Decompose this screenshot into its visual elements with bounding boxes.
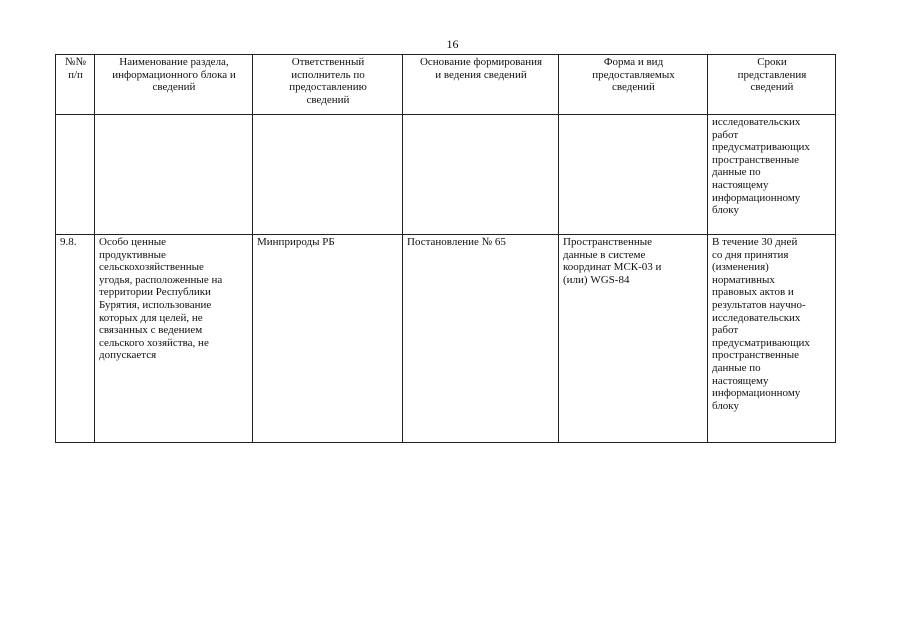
- cell-executor: Минприроды РБ: [253, 235, 403, 443]
- header-form: Форма и вид предоставляемых сведений: [559, 55, 708, 115]
- header-basis: Основание формирования и ведения сведений: [403, 55, 559, 115]
- cell-basis: Постановление № 65: [403, 235, 559, 443]
- cell-executor: [253, 115, 403, 235]
- header-deadline: Сроки представления сведений: [708, 55, 836, 115]
- cell-section-name: [95, 115, 253, 235]
- page-number: 16: [446, 37, 459, 51]
- cell-number: 9.8.: [56, 235, 95, 443]
- cell-form: Пространственные данные в системе координат МСК-03 и (или) WGS-84: [559, 235, 708, 443]
- cell-form: [559, 115, 708, 235]
- table-header-row: [56, 55, 836, 115]
- header-number: №№ п/п: [56, 55, 95, 115]
- cell-deadline: В течение 30 дней со дня принятия (изменения) нормативных правовых актов и результатов научно- исследовательских работ предусматривающих пространственные данные по настоящему информационному блоку: [708, 235, 836, 443]
- cell-section-name: Особо ценные продуктивные сельскохозяйственные угодья, расположенные на территории Республики Бурятия, использование которых для целей, не связанных с ведением сельского хозяйства, не допускается: [95, 235, 253, 443]
- header-section-name: Наименование раздела, информационного блока и сведений: [95, 55, 253, 115]
- registry-table: [55, 54, 836, 443]
- table-row: [56, 235, 836, 443]
- header-executor: Ответственный исполнитель по предоставлению сведений: [253, 55, 403, 115]
- table-row: [56, 115, 836, 235]
- cell-number: [56, 115, 95, 235]
- cell-basis: [403, 115, 559, 235]
- cell-deadline: исследовательских работ предусматривающих пространственные данные по настоящему информационному блоку: [708, 115, 836, 235]
